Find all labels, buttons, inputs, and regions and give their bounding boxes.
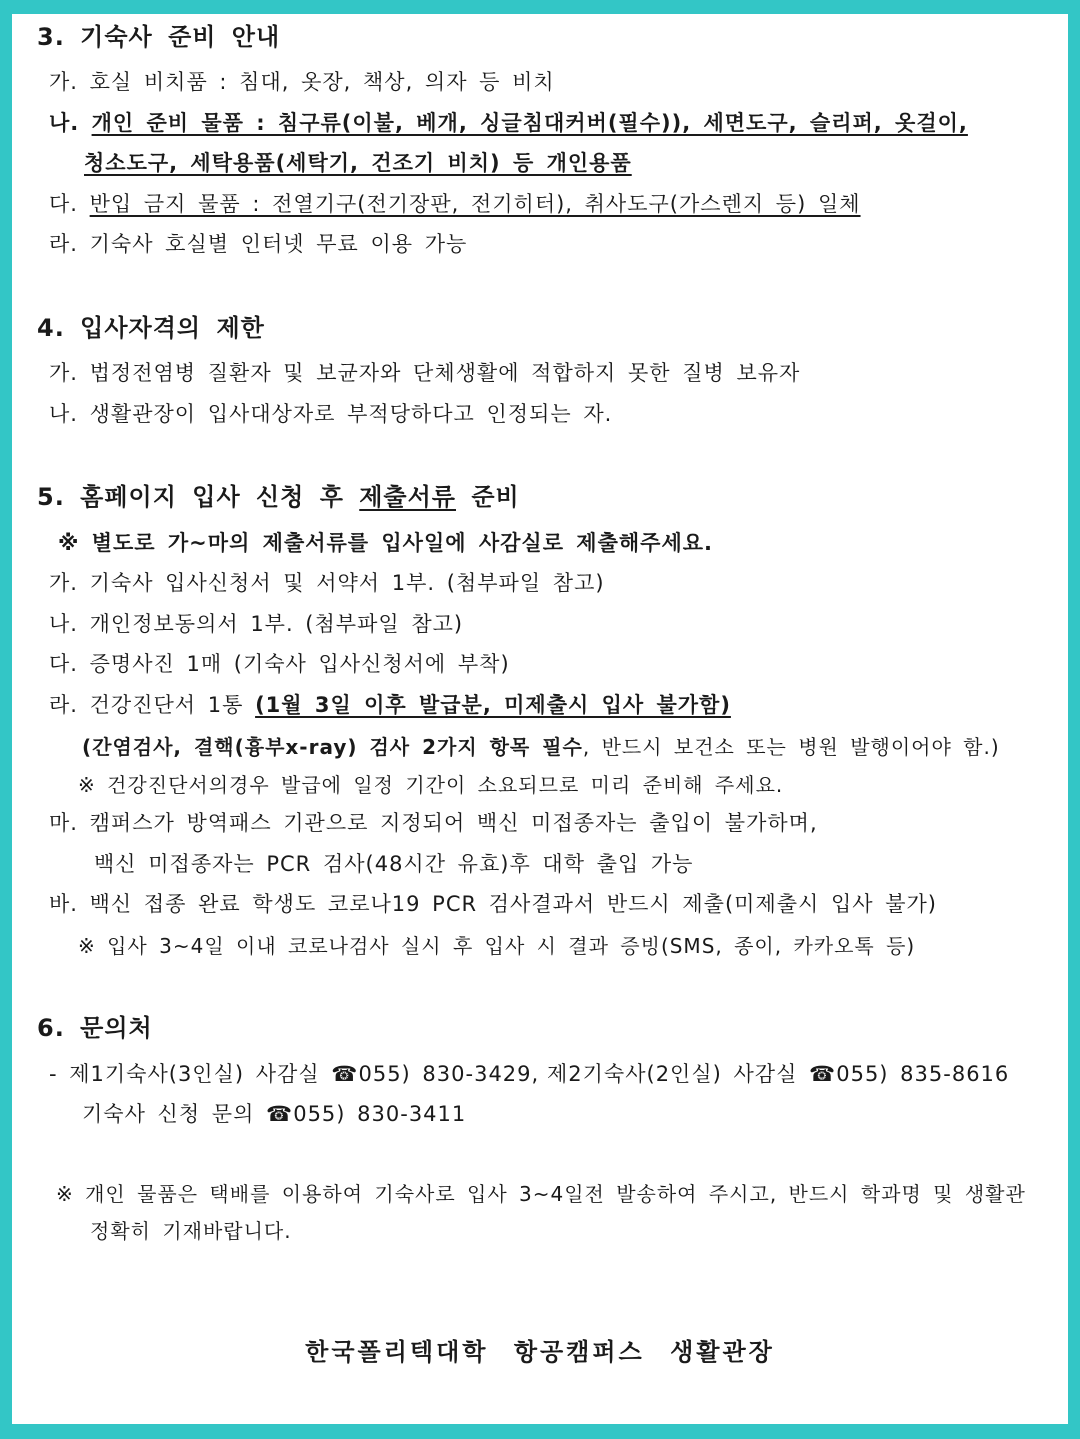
phone-icon: ☎ (331, 1062, 359, 1086)
section5-title-suffix: 준비 (456, 483, 520, 511)
section5-item-f: 바. 백신 접종 완료 학생도 코로나19 PCR 검사결과서 반드시 제출(미제출시 입사 불가) (49, 892, 937, 916)
section3-item-d: 라. 기숙사 호실별 인터넷 무료 이용 가능 (49, 232, 468, 256)
phone-icon: ☎ (809, 1062, 837, 1086)
section3-item-b-prefix: 나. (49, 111, 92, 135)
section5-item-d-sub-rest: , 반드시 보건소 또는 병원 발행이어야 함.) (582, 735, 1000, 759)
dorm2-phone: 055) 835-8616 (836, 1062, 1010, 1086)
section3-title: 3. 기숙사 준비 안내 (37, 23, 281, 51)
section5-item-a: 가. 기숙사 입사신청서 및 서약서 1부. (첨부파일 참고) (49, 571, 605, 595)
section5-item-b: 나. 개인정보동의서 1부. (첨부파일 참고) (49, 612, 464, 636)
section5-item-c: 다. 증명사진 1매 (기숙사 입사신청서에 부착) (49, 652, 510, 676)
section3-item-b-line1: 개인 준비 물품 : 침구류(이불, 베개, 싱글침대커버(필수)), 세면도구, 슬리퍼, 옷걸이, (91, 111, 968, 135)
section3-item-a: 가. 호실 비치품 : 침대, 옷장, 책상, 의자 등 비치 (49, 70, 555, 94)
section3-item-c-text: 반입 금지 물품 : 전열기구(전기장판, 전기히터), 취사도구(가스렌지 등) 일체 (89, 192, 861, 216)
application-inquiry-label: 기숙사 신청 문의 (82, 1102, 267, 1126)
notice-document (12, 14, 1068, 1424)
footer-note-line1: ※ 개인 물품은 택배를 이용하여 기숙사로 입사 3~4일전 발송하여 주시고, 반드시 학과명 및 생활관 (56, 1182, 1026, 1206)
section5-title-prefix: 5. 홈페이지 입사 신청 후 (37, 483, 360, 511)
phone-icon: ☎ (266, 1102, 294, 1126)
section5-item-e-line1: 마. 캠퍼스가 방역패스 기관으로 지정되어 백신 미접종자는 출입이 불가하며, (49, 811, 818, 835)
section5-item-d-sub-bold: (간염검사, 결핵(흉부x-ray) 검사 2가지 항목 필수 (82, 735, 583, 759)
section6-title: 6. 문의처 (37, 1014, 153, 1042)
section4-title: 4. 입사자격의 제한 (37, 314, 265, 342)
section5-notice: ※ 별도로 가~마의 제출서류를 입사일에 사감실로 제출해주세요. (58, 531, 714, 555)
dorm1-phone: 055) 830-3429, (358, 1062, 540, 1086)
section3-item-c-prefix: 다. (49, 192, 90, 216)
section5-item-d (49, 691, 731, 719)
section4-item-a: 가. 법정전염병 질환자 및 보균자와 단체생활에 적합하지 못한 질병 보유자 (49, 361, 801, 385)
section5-item-e-line2: 백신 미접종자는 PCR 검사(48시간 유효)후 대학 출입 가능 (94, 852, 694, 876)
section5-item-f-note: ※ 입사 3~4일 이내 코로나검사 실시 후 입사 시 결과 증빙(SMS, 종이, 카카오톡 등) (78, 934, 916, 958)
section4-item-b: 나. 생활관장이 입사대상자로 부적당하다고 인정되는 자. (49, 402, 613, 426)
section5-item-d-bold: (1월 3일 이후 발급분, 미제출시 입사 불가함) (255, 693, 731, 717)
dorm2-label: 제2기숙사(2인실) 사감실 (547, 1062, 810, 1086)
section3-item-b (49, 109, 968, 137)
closing-signature: 한국폴리텍대학 항공캠퍼스 생활관장 (305, 1338, 775, 1366)
contact-row-2 (82, 1100, 466, 1128)
section5-title-underlined: 제출서류 (359, 483, 456, 511)
footer-note-line2: 정확히 기재바랍니다. (90, 1219, 292, 1243)
application-inquiry-phone: 055) 830-3411 (293, 1102, 467, 1126)
dorm1-label: - 제1기숙사(3인실) 사감실 (49, 1062, 332, 1086)
contact-row-1b (547, 1060, 1009, 1088)
contact-row-1 (49, 1060, 539, 1088)
section5-item-d-note: ※ 건강진단서의경우 발급에 일정 기간이 소요되므로 미리 준비해 주세요. (78, 773, 784, 797)
section5-item-d-sub (82, 733, 1000, 761)
section3-item-c (49, 190, 861, 218)
section5-item-d-prefix: 라. 건강진단서 1통 (49, 693, 256, 717)
section3-item-b-line2: 청소도구, 세탁용품(세탁기, 건조기 비치) 등 개인용품 (84, 151, 632, 175)
section5-title (37, 482, 520, 512)
